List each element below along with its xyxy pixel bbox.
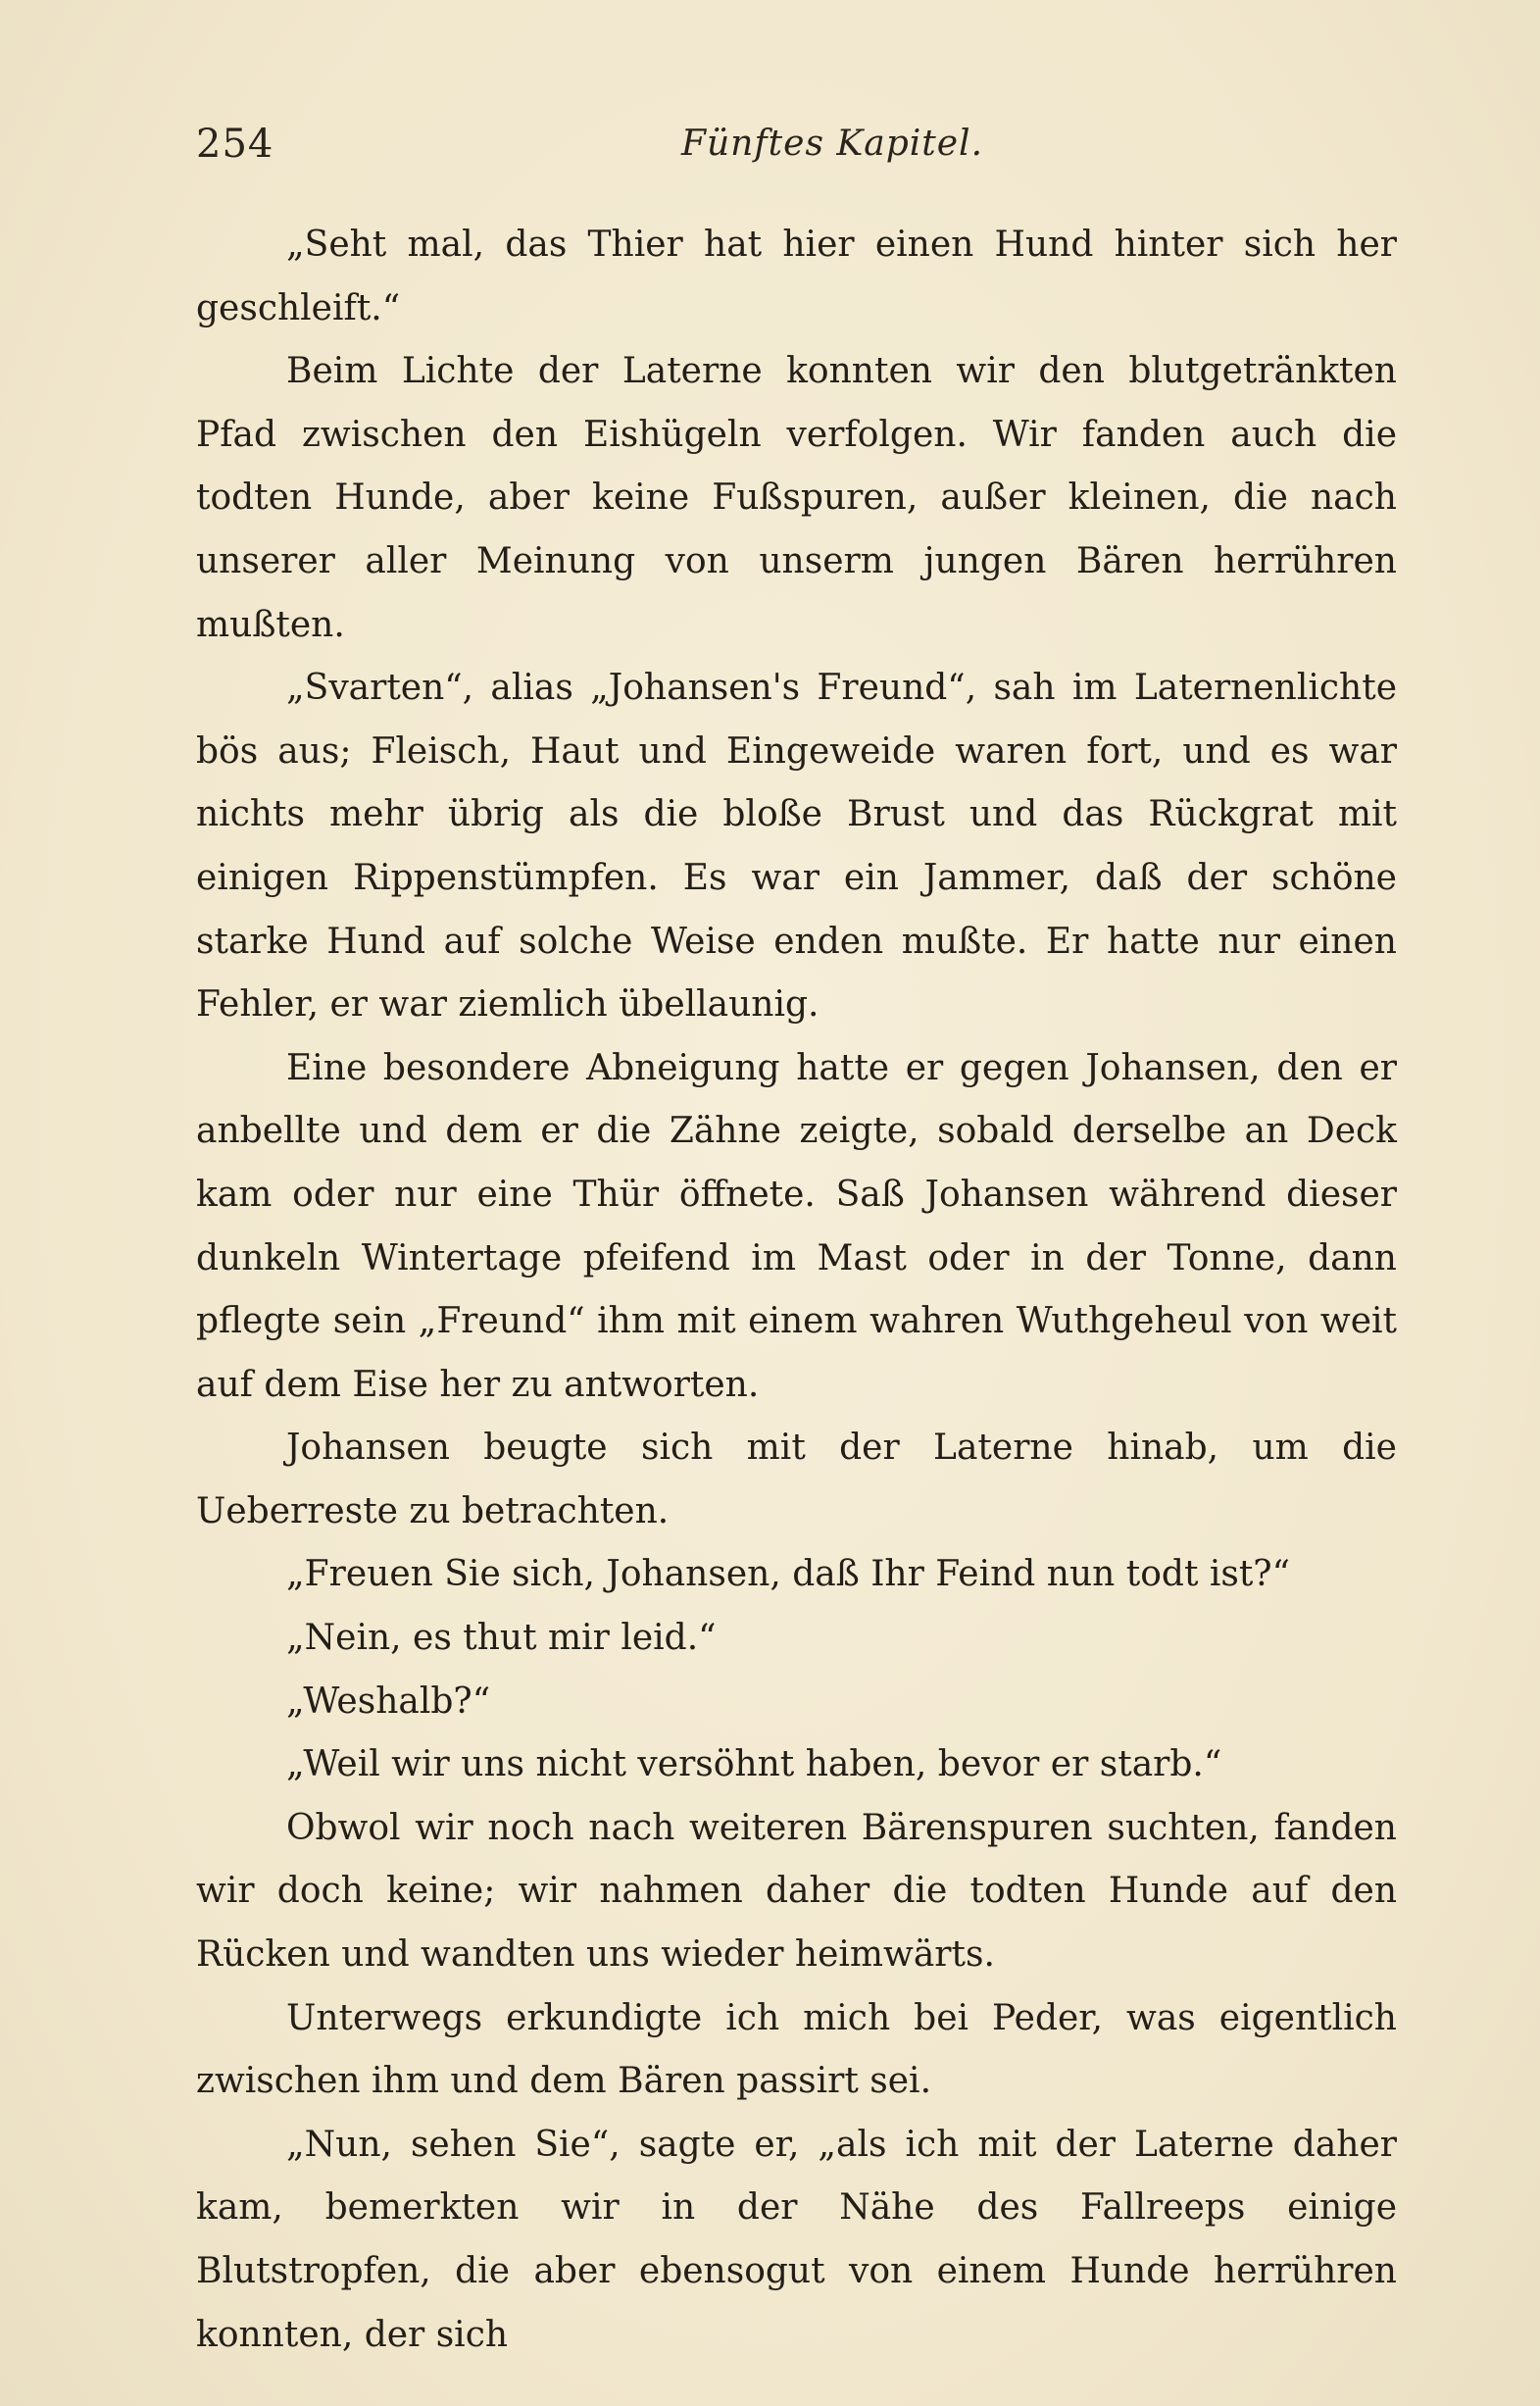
paragraph: Unterwegs erkundigte ich mich bei Peder, was eigentlich zwischen ihm und dem Bären passirt sei. xyxy=(196,1997,1397,2102)
paragraph: „Weil wir uns nicht versöhnt haben, bevor er starb.“ xyxy=(286,1744,1222,1785)
paragraph: „Seht mal, das Thier hat hier einen Hund hinter sich her geschleift.“ xyxy=(196,225,1397,328)
paragraph: Beim Lichte der Laterne konnten wir den blutgetränkten Pfad zwischen den Eishügeln verfolgen. Wir fanden auch die todten Hunde, aber keine Fußspuren, außer kleinen, die nach unserer aller Meinung von unserm jungen Bären herrühren mußten. xyxy=(196,351,1397,645)
body-text xyxy=(196,214,1397,2367)
page-number: 254 xyxy=(196,122,274,167)
paragraph: Johansen beugte sich mit der Laterne hinab, um die Ueberreste zu betrachten. xyxy=(196,1428,1397,1531)
running-title: Fünftes Kapitel. xyxy=(681,124,984,164)
page-header xyxy=(196,116,1397,175)
paragraph: „Weshalb?“ xyxy=(286,1680,491,1722)
paragraph: „Freuen Sie sich, Johansen, daß Ihr Feind nun todt ist?“ xyxy=(286,1554,1291,1595)
paragraph: „Nun, sehen Sie“, sagte er, „als ich mit der Laterne daher kam, bemerkten wir in der Nähe des Fallreeps einige Blutstropfen, die aber ebensogut von einem Hunde herrühren konnten, der sich xyxy=(196,2124,1397,2355)
paragraph: Obwol wir noch nach weiteren Bärenspuren suchten, fanden wir doch keine; wir nahmen daher die todten Hunde auf den Rücken und wandten uns wieder heimwärts. xyxy=(196,1807,1397,1976)
paragraph: Eine besondere Abneigung hatte er gegen Johansen, den er anbellte und dem er die Zähne zeigte, sobald derselbe an Deck kam oder nur eine Thür öffnete. Saß Johansen während dieser dunkeln Wintertage pfeifend im Mast oder in der Tonne, dann pflegte sein „Freund“ ihm mit einem wahren Wuthgeheul von weit auf dem Eise her zu antworten. xyxy=(196,1047,1397,1405)
paragraph: „Svarten“, alias „Johansen's Freund“, sah im Laternenlichte bös aus; Fleisch, Haut und Eingeweide waren fort, und es war nichts mehr übrig als die bloße Brust und das Rückgrat mit einigen Rippenstümpfen. Es war ein Jammer, daß der schöne starke Hund auf solche Weise enden mußte. Er hatte nur einen Fehler, er war ziemlich übellaunig. xyxy=(196,668,1397,1026)
paragraph: „Nein, es thut mir leid.“ xyxy=(286,1618,717,1659)
